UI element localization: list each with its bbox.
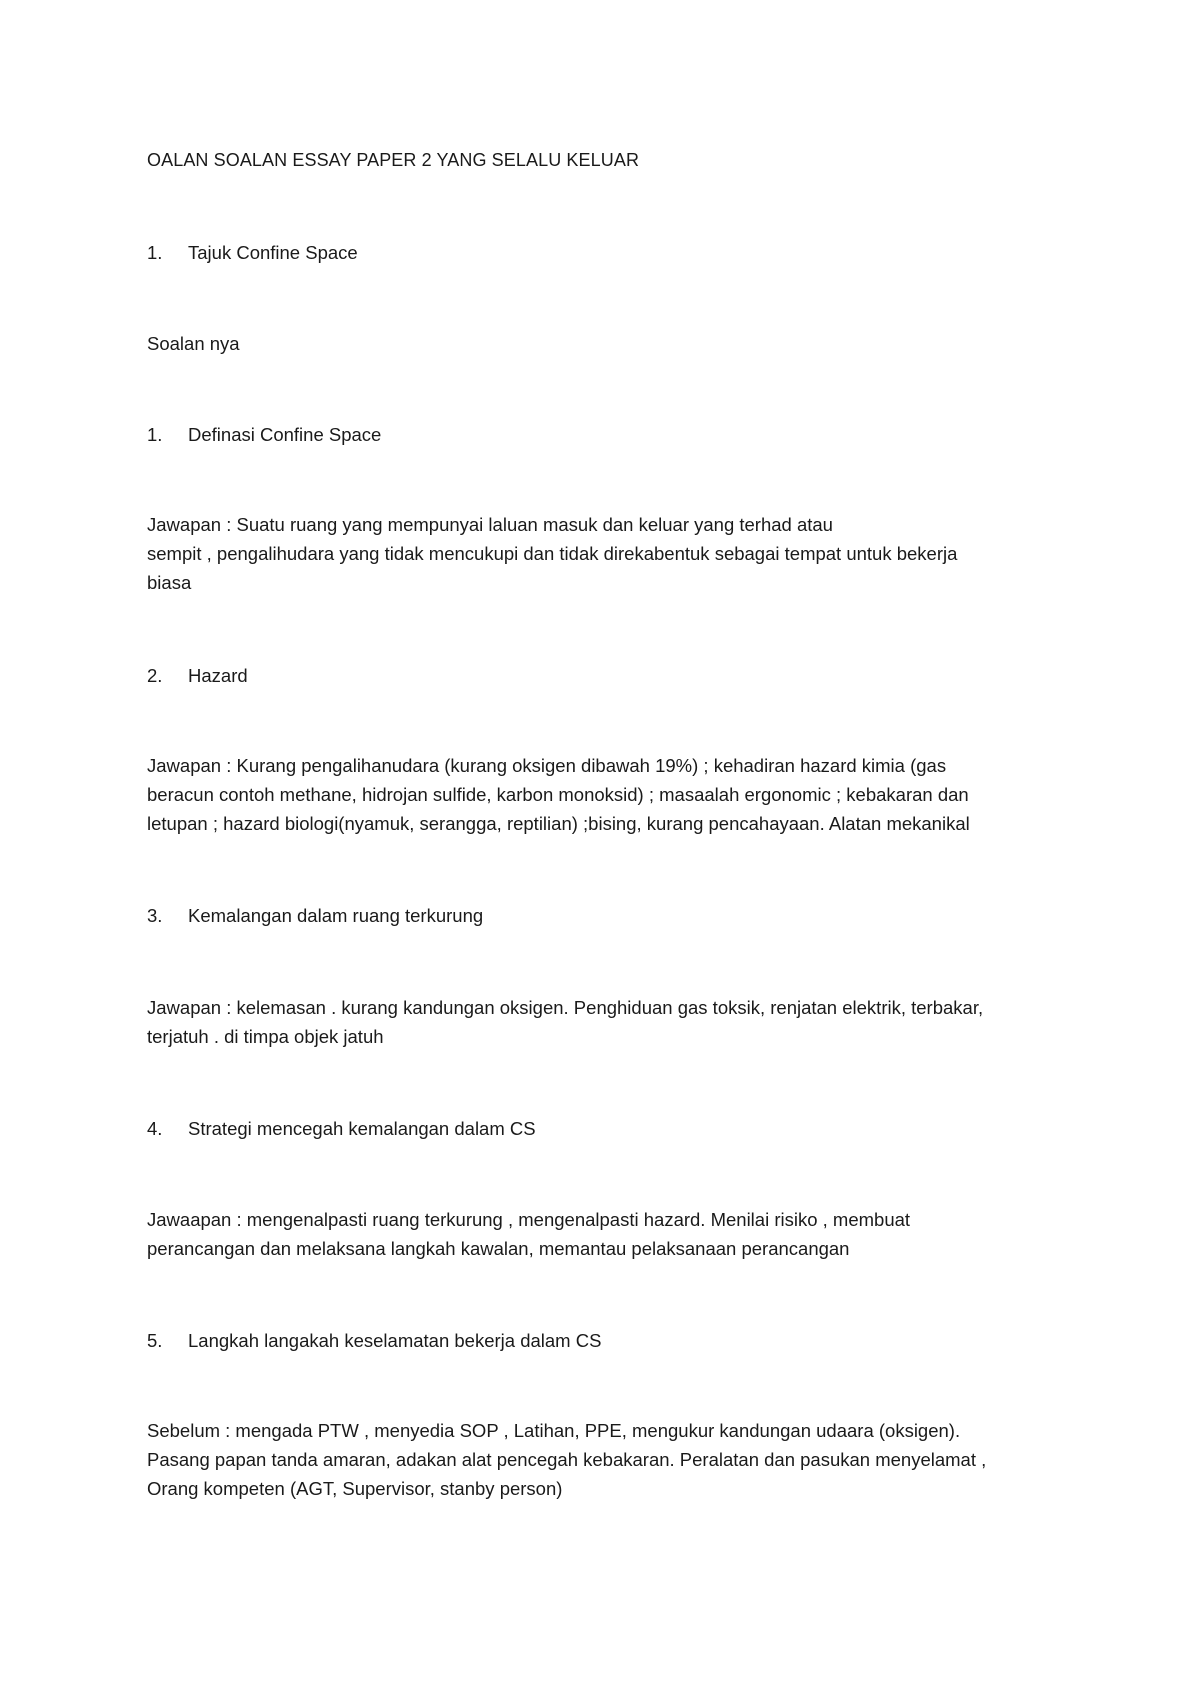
section-answer [147,993,983,1051]
topic-number: 1. [147,242,163,263]
section-number: 1. [147,424,163,445]
section-answer [147,1416,986,1503]
section-heading [147,1329,601,1353]
answer-line: Orang kompeten (AGT, Supervisor, stanby person) [147,1478,563,1499]
answer-line: letupan ; hazard biologi(nyamuk, serangga, reptilian) ;bising, kurang pencahayaan. Alatan mekanikal [147,813,970,834]
answer-line: sempit , pengalihudara yang tidak mencukupi dan tidak direkabentuk sebagai tempat untuk bekerja [147,543,958,564]
document-title: OALAN SOALAN ESSAY PAPER 2 YANG SELALU KELUAR [147,150,640,170]
answer-line: beracun contoh methane, hidrojan sulfide, karbon monoksid) ; masaalah ergonomic ; kebakaran dan [147,784,969,805]
topic-heading [147,241,358,265]
section-heading-text: Definasi Confine Space [188,424,382,445]
section-answer [147,751,970,838]
section-heading [147,664,248,688]
section-heading-text: Langkah langakah keselamatan bekerja dalam CS [188,1330,602,1351]
section-heading-text: Strategi mencegah kemalangan dalam CS [188,1118,536,1139]
section-heading [147,904,483,928]
answer-line: biasa [147,572,192,593]
topic-text: Tajuk Confine Space [188,242,358,263]
answer-line: Jawaapan : mengenalpasti ruang terkurung , mengenalpasti hazard. Menilai risiko , membuat [147,1209,911,1230]
answer-line: terjatuh . di timpa objek jatuh [147,1026,384,1047]
answer-line: Jawapan : Kurang pengalihanudara (kurang oksigen dibawah 19%) ; kehadiran hazard kimia (gas [147,755,947,776]
section-heading-text: Hazard [188,665,248,686]
soalan-label: Soalan nya [147,333,240,354]
section-heading [147,1117,536,1141]
answer-line: Jawapan : kelemasan . kurang kandungan oksigen. Penghiduan gas toksik, renjatan elektrik, terbakar, [147,997,984,1018]
section-number: 5. [147,1330,163,1351]
answer-line: Pasang papan tanda amaran, adakan alat pencegah kebakaran. Peralatan dan pasukan menyelamat , [147,1449,987,1470]
section-number: 3. [147,905,163,926]
section-answer [147,510,957,597]
section-answer [147,1205,910,1263]
answer-line: Sebelum : mengada PTW , menyedia SOP , Latihan, PPE, mengukur kandungan udaara (oksigen). [147,1420,961,1441]
section-heading-text: Kemalangan dalam ruang terkurung [188,905,484,926]
answer-line: perancangan dan melaksana langkah kawalan, memantau pelaksanaan perancangan [147,1238,850,1259]
answer-line: Jawapan : Suatu ruang yang mempunyai laluan masuk dan keluar yang terhad atau [147,514,833,535]
section-heading [147,423,381,447]
section-number: 2. [147,665,163,686]
section-number: 4. [147,1118,163,1139]
